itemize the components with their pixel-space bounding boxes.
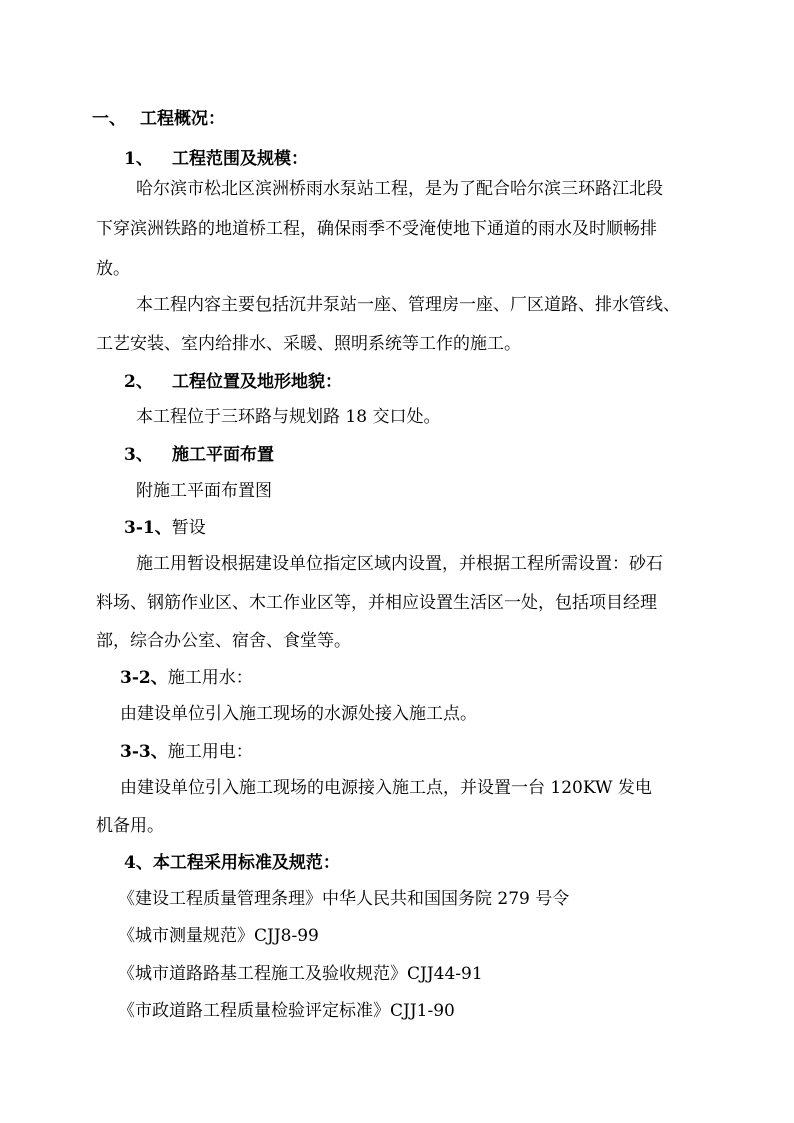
standard-item: 《城市测量规范》CJJ8-99 [118, 926, 319, 946]
subsection-title: 施工平面布置 [172, 445, 274, 465]
subsection-number: 2、 [124, 372, 153, 392]
subsection-heading-4 [124, 852, 340, 874]
paragraph-line: 放。 [96, 259, 130, 279]
subsection-number: 1、 [124, 149, 153, 169]
paragraph-line: 料场、钢筋作业区、木工作业区等，并相应设置生活区一处，包括项目经理 [96, 593, 657, 613]
sub-subsection-heading-3-1 [124, 517, 206, 539]
standard-item: 《建设工程质量管理条理》中华人民共和国国务院 279 号令 [118, 889, 570, 909]
paragraph-line: 附施工平面布置图 [136, 481, 272, 501]
paragraph-line: 本工程位于三环路与规划路 18 交口处。 [136, 407, 441, 427]
paragraph-line: 下穿滨洲铁路的地道桥工程，确保雨季不受淹使地下通道的雨水及时顺畅排 [96, 219, 657, 239]
subsection-heading-3 [124, 444, 274, 466]
subsection-title: 本工程采用标准及规范： [152, 853, 340, 873]
sub-subsection-title: 施工用电： [167, 742, 253, 762]
subsection-number: 3、 [124, 445, 153, 465]
paragraph-line: 工艺安装、室内给排水、采暖、照明系统等工作的施工。 [96, 334, 521, 354]
paragraph-line: 本工程内容主要包括沉井泵站一座、管理房一座、厂区道路、排水管线、 [136, 295, 680, 315]
paragraph-line: 由建设单位引入施工现场的电源接入施工点，并设置一台 120KW 发电 [120, 778, 652, 798]
sub-subsection-number: 3-1、 [124, 518, 172, 538]
paragraph-line: 由建设单位引入施工现场的水源处接入施工点。 [120, 704, 477, 724]
section-number: 一、 [92, 109, 126, 129]
subsection-number: 4、 [124, 853, 153, 873]
standard-item: 《市政道路工程质量检验评定标准》CJJ1-90 [118, 1001, 455, 1021]
paragraph-line: 部，综合办公室、宿舍、食堂等。 [96, 631, 351, 651]
sub-subsection-heading-3-3 [120, 741, 253, 763]
paragraph-line: 施工用暂设根据建设单位指定区域内设置，并根据工程所需设置：砂石 [136, 554, 663, 574]
sub-subsection-title: 暂设 [171, 518, 206, 538]
paragraph-line: 哈尔滨市松北区滨洲桥雨水泵站工程，是为了配合哈尔滨三环路江北段 [136, 179, 663, 199]
section-title: 工程概况： [140, 109, 225, 129]
subsection-heading-1 [124, 148, 308, 170]
standard-item: 《城市道路路基工程施工及验收规范》CJJ44-91 [118, 964, 483, 984]
sub-subsection-number: 3-3、 [120, 742, 168, 762]
sub-subsection-title: 施工用水： [167, 668, 253, 688]
sub-subsection-number: 3-2、 [120, 668, 168, 688]
subsection-title: 工程范围及规模： [172, 149, 308, 169]
section-heading [92, 108, 225, 130]
subsection-title: 工程位置及地形地貌： [172, 372, 342, 392]
sub-subsection-heading-3-2 [120, 667, 253, 689]
subsection-heading-2 [124, 371, 342, 393]
paragraph-line: 机备用。 [96, 816, 164, 836]
